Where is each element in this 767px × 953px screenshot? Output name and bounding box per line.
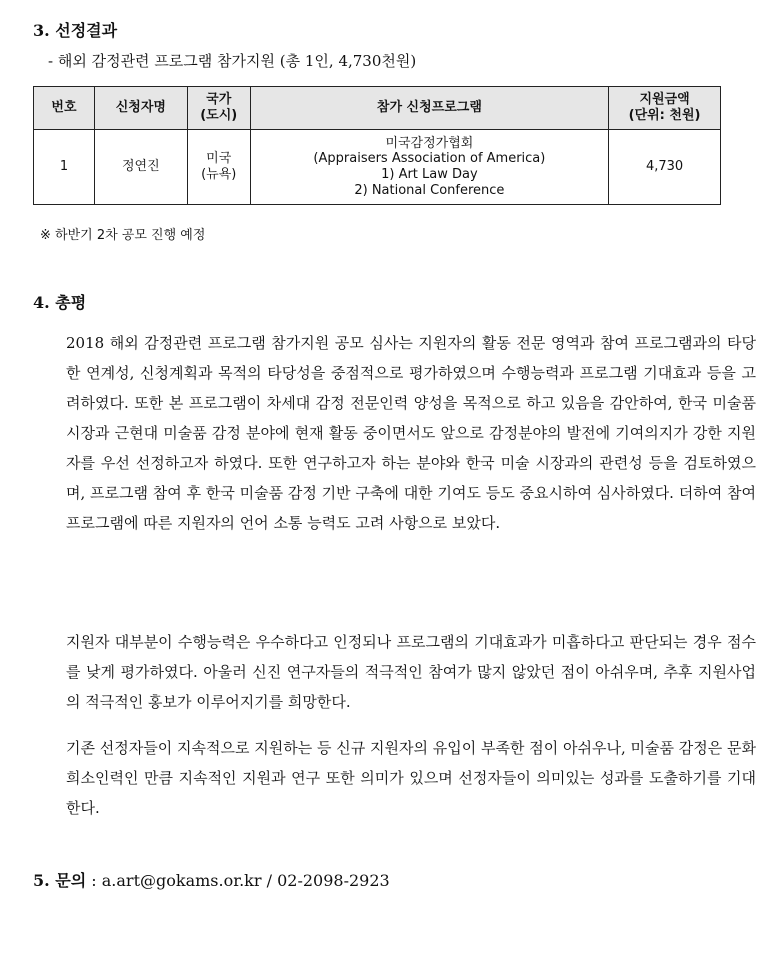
cell-no: 1 [34,130,95,205]
program-line: 미국감정가협회 [385,135,474,151]
header-amount-line1: 지원금액 [639,91,690,107]
header-amount [609,87,721,130]
section-3-title: 3. 선정결과 [33,21,118,40]
header-name: 신청자명 [94,87,187,130]
header-amount-line2: (단위: 천원) [628,108,701,123]
header-country-line2: (도시) [200,108,238,123]
table-header-row [34,87,721,130]
review-paragraph-1: 2018 해외 감정관련 프로그램 참가지원 공모 심사는 지원자의 활동 전문 영역과 참여 프로그램과의 타당한 연계성, 신청계획과 목적의 타당성을 중점적으로 평가하였으며 수행능력과 프로그램 기대효과 등을 고려하였다. 또한 본 프로그램이 차세대 감정 전문인력 양성을 목적으로 하고 있음을 감안하여, 한국 미술품 시장과 근현대 미술품 감정 분야에 현재 활동 중이면서도 앞으로 감정분야의 발전에 기여의지가 강한 지원자를 우선 선정하고자 하였다. 또한 연구하고자 하는 분야와 한국 미술 시장과의 관련성 등을 검토하였으며, 프로그램 참여 후 한국 미술품 감정 기반 구축에 대한 기여도 등도 중요시하여 심사하였다. 더하여 참여 프로그램에 따른 지원자의 언어 소통 능력도 고려 사항으로 보았다. [66,334,756,532]
contact-line [33,868,390,891]
header-no: 번호 [34,87,95,130]
section-4-title: 4. 총평 [33,293,87,312]
header-program: 참가 신청프로그램 [250,87,608,130]
cell-name: 정연진 [94,130,187,205]
table-row [34,130,721,205]
review-paragraph-2: 지원자 대부분이 수행능력은 우수하다고 인정되나 프로그램의 기대효과가 미흡하다고 판단되는 경우 점수를 낮게 평가하였다. 아울러 신진 연구자들의 적극적인 참여가 많지 않았던 점이 아쉬우며, 추후 지원사업의 적극적인 홍보가 이루어지기를 희망한다. [66,633,756,711]
header-country-line1: 국가 [206,91,232,107]
cell-amount: 4,730 [609,130,721,205]
program-line: 2) National Conference [354,182,505,198]
schedule-note: ※ 하반기 2차 공모 진행 예정 [40,228,206,243]
cell-city-name: (뉴욕) [201,167,237,182]
contact-label: 5. 문의 [33,871,87,890]
cell-program [250,130,608,205]
contact-separator: : [86,871,102,890]
cell-country [187,130,250,205]
program-line: (Appraisers Association of America) [313,151,546,167]
contact-info[interactable]: a.art@gokams.or.kr / 02-2098-2923 [101,871,390,890]
review-paragraph-3: 기존 선정자들이 지속적으로 지원하는 등 신규 지원자의 유입이 부족한 점이 아쉬우나, 미술품 감정은 문화 희소인력인 만큼 지속적인 지원과 연구 또한 의미가 있으며 선정자들이 의미있는 성과를 도출하기를 기대한다. [66,739,756,817]
cell-country-name: 미국 [206,151,232,167]
selection-summary: - 해외 감정관련 프로그램 참가지원 (총 1인, 4,730천원) [48,52,417,70]
selection-table [33,86,721,205]
header-country [187,87,250,130]
program-line: 1) Art Law Day [381,167,478,182]
